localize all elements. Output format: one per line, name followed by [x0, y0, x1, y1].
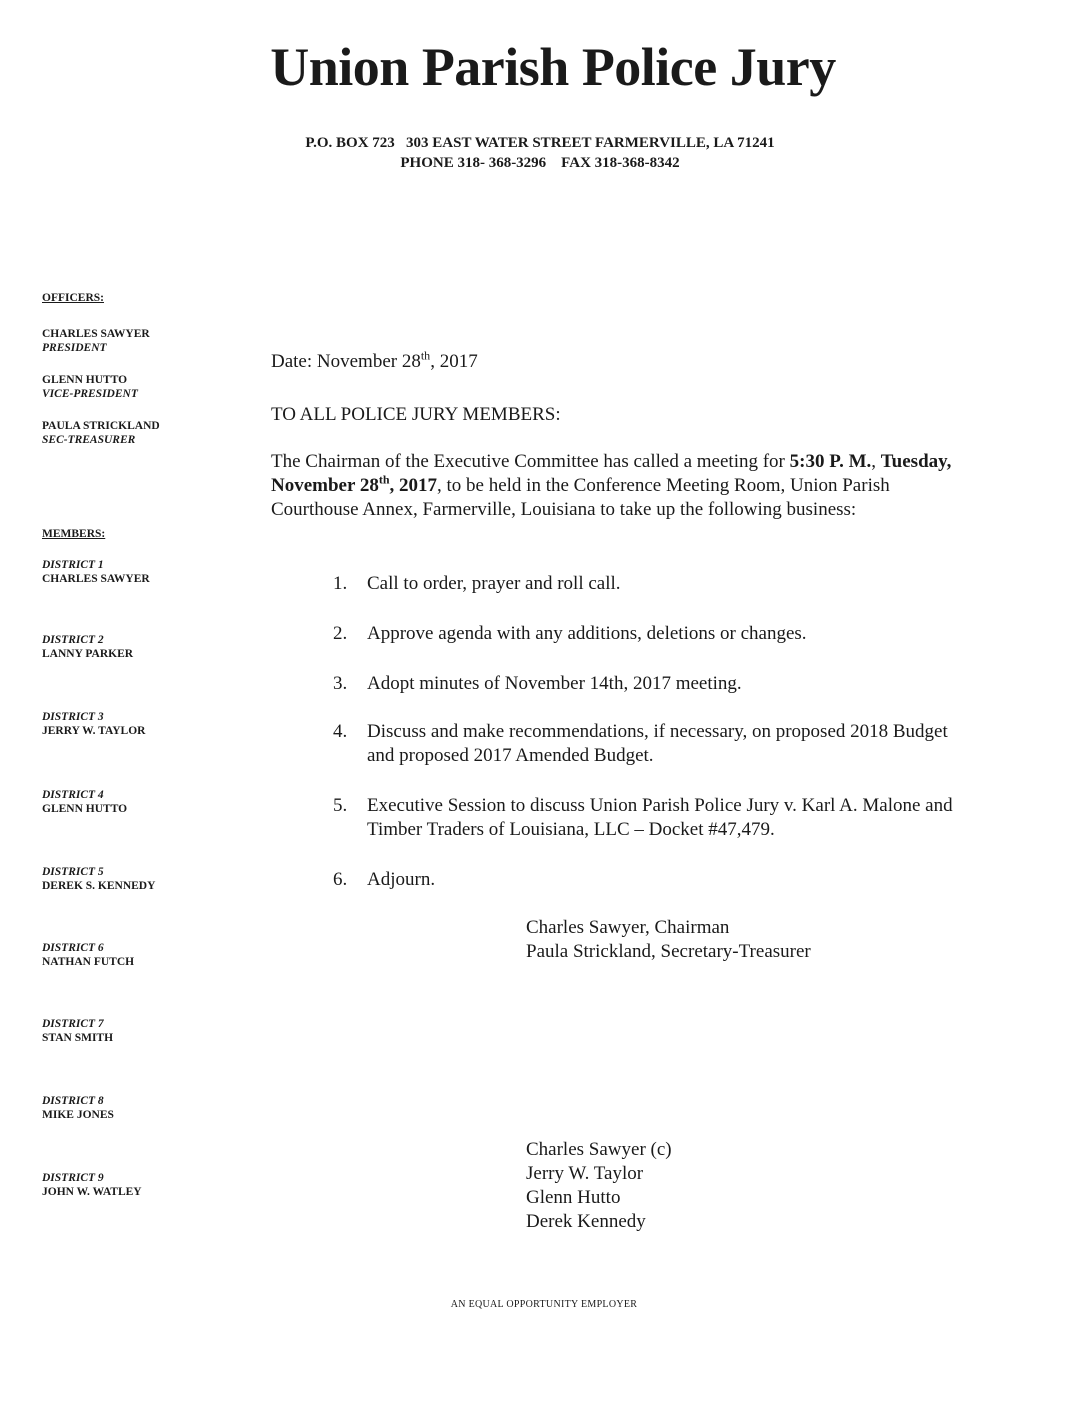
agenda-text: Approve agenda with any additions, deletions or changes.	[367, 623, 807, 644]
member-name: JERRY W. TAYLOR	[42, 725, 146, 737]
agenda-item	[333, 572, 973, 596]
member-district: DISTRICT 6	[42, 942, 104, 954]
date-suffix: , 2017	[430, 351, 478, 372]
member-name: LANNY PARKER	[42, 648, 134, 660]
agenda-item	[333, 672, 973, 696]
date-sup: th	[420, 348, 431, 363]
meeting-time: 5:30 P. M.	[789, 451, 872, 472]
officer-name: GLENN HUTTO	[42, 374, 128, 386]
member-district: DISTRICT 1	[42, 559, 104, 571]
member-name: JOHN W. WATLEY	[42, 1186, 142, 1198]
letterhead-address	[250, 133, 830, 173]
committee-member: Charles Sawyer (c)	[526, 1139, 672, 1160]
agenda-text: Adopt minutes of November 14th, 2017 meeting.	[367, 673, 742, 694]
members-heading: MEMBERS:	[42, 528, 106, 540]
agenda-item	[333, 868, 973, 892]
member-district: DISTRICT 7	[42, 1018, 104, 1030]
agenda-item	[333, 622, 973, 646]
signature-line: Charles Sawyer, Chairman	[526, 917, 730, 938]
committee-list	[526, 1138, 672, 1234]
agenda-number: 3.	[333, 673, 348, 694]
agenda-text: Executive Session to discuss Union Parish Police Jury v. Karl A. Malone and Timber Traders of Louisiana, LLC – Docket #47,479.	[367, 795, 953, 840]
member-district: DISTRICT 5	[42, 866, 104, 878]
salutation: TO ALL POLICE JURY MEMBERS:	[271, 404, 561, 425]
meeting-paragraph	[271, 450, 971, 522]
committee-member: Derek Kennedy	[526, 1211, 646, 1232]
para-text-3: , to be held in the Conference Meeting Room, Union Parish Courthouse Annex, Farmerville, Louisiana to take up the following business:	[271, 475, 890, 520]
agenda-text: Discuss and make recommendations, if necessary, on proposed 2018 Budget and proposed 2017 Amended Budget.	[367, 721, 948, 766]
address-line: P.O. BOX 723 303 EAST WATER STREET FARMERVILLE, LA 71241	[305, 135, 775, 151]
member-district: DISTRICT 9	[42, 1172, 104, 1184]
agenda-number: 2.	[333, 623, 348, 644]
officer-role: VICE-PRESIDENT	[42, 388, 138, 400]
committee-member: Glenn Hutto	[526, 1187, 621, 1208]
agenda-item	[333, 794, 973, 842]
member-name: STAN SMITH	[42, 1032, 114, 1044]
member-district: DISTRICT 8	[42, 1095, 104, 1107]
agenda-number: 1.	[333, 573, 348, 594]
agenda-text: Adjourn.	[367, 869, 436, 890]
member-district: DISTRICT 2	[42, 634, 104, 646]
member-district: DISTRICT 4	[42, 789, 104, 801]
member-name: GLENN HUTTO	[42, 803, 128, 815]
agenda-item	[333, 720, 973, 768]
agenda-number: 6.	[333, 869, 348, 890]
officer-role: PRESIDENT	[42, 342, 107, 354]
officer-role: SEC-TREASURER	[42, 434, 136, 446]
para-text-1: The Chairman of the Executive Committee has called a meeting for	[271, 451, 790, 472]
member-name: MIKE JONES	[42, 1109, 114, 1121]
para-text-2: ,	[871, 451, 881, 472]
member-name: DEREK S. KENNEDY	[42, 880, 156, 892]
agenda-text: Call to order, prayer and roll call.	[367, 573, 621, 594]
letterhead-title: Union Parish Police Jury	[270, 37, 836, 97]
member-name: NATHAN FUTCH	[42, 956, 135, 968]
member-district: DISTRICT 3	[42, 711, 104, 723]
officer-name: CHARLES SAWYER	[42, 328, 150, 340]
agenda-number: 5.	[333, 795, 348, 816]
committee-member: Jerry W. Taylor	[526, 1163, 644, 1184]
footer-note: AN EQUAL OPPORTUNITY EMPLOYER	[450, 1299, 638, 1310]
officers-heading: OFFICERS:	[42, 292, 104, 304]
meeting-day-end: , 2017	[389, 475, 437, 496]
date-prefix: Date: November 28	[271, 351, 421, 372]
signature-line: Paula Strickland, Secretary-Treasurer	[526, 941, 811, 962]
agenda-number: 4.	[333, 721, 348, 742]
signature-block	[526, 916, 811, 964]
letter-date	[271, 350, 478, 374]
officer-name: PAULA STRICKLAND	[42, 420, 160, 432]
phone-line: PHONE 318- 368-3296 FAX 318-368-8342	[400, 155, 680, 171]
meeting-day-text: Tuesday, November 28	[271, 451, 952, 496]
meeting-day-sup: th	[378, 472, 390, 487]
member-name: CHARLES SAWYER	[42, 573, 150, 585]
